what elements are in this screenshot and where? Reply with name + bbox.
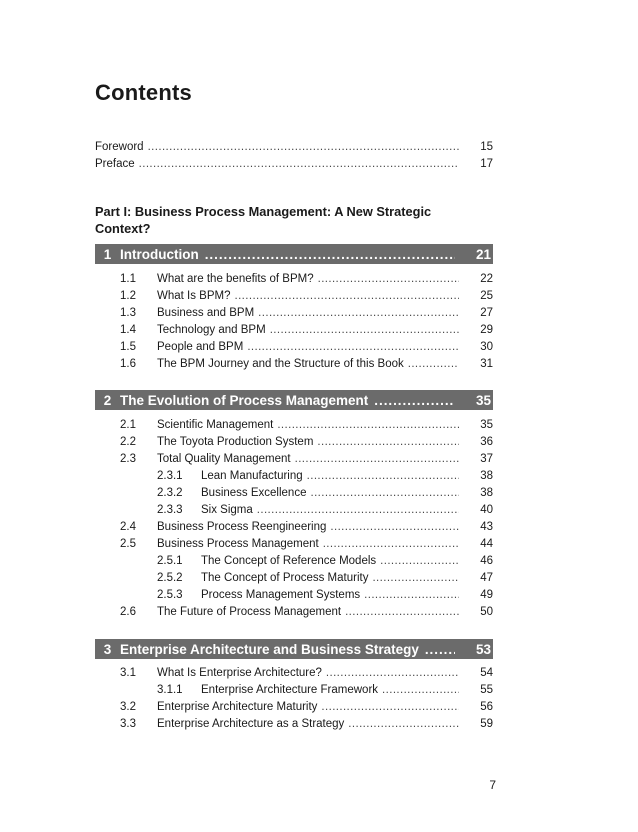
section-number: 1.4 [120, 324, 136, 336]
section-number: 1.5 [120, 341, 136, 353]
section-title: Business and BPM [157, 307, 255, 319]
section-page: 54 [480, 667, 493, 679]
toc-section[interactable] [95, 305, 493, 322]
toc-subsection[interactable] [95, 468, 493, 485]
toc-subsection[interactable] [95, 570, 493, 587]
toc-entry-page: 17 [480, 158, 493, 170]
chapter-number: 1 [103, 246, 112, 262]
section-title: Business Process Reengineering [157, 521, 327, 533]
toc-section[interactable] [95, 536, 493, 553]
section-page: 49 [480, 589, 493, 601]
chapter-page: 53 [475, 641, 491, 657]
section-title: Total Quality Management [157, 453, 291, 465]
section-page: 31 [480, 358, 493, 370]
page-number: 7 [489, 778, 496, 792]
section-title: Technology and BPM [157, 324, 266, 336]
section-page: 37 [480, 453, 493, 465]
toc-entry-label: Foreword [95, 141, 144, 153]
dot-leader [318, 271, 459, 288]
chapter-title: Introduction [120, 246, 199, 262]
toc-section[interactable] [95, 519, 493, 536]
dot-leader [310, 485, 459, 502]
section-number: 2.1 [120, 419, 136, 431]
section-number: 2.3.1 [157, 470, 183, 482]
toc-subsection[interactable] [95, 682, 493, 699]
section-title: Six Sigma [201, 504, 253, 516]
section-number: 1.3 [120, 307, 136, 319]
toc-section[interactable] [95, 417, 493, 434]
dot-leader [258, 305, 459, 322]
chapter-title: Enterprise Architecture and Business Strategy [120, 641, 419, 657]
section-number: 2.5.3 [157, 589, 183, 601]
section-title: Business Process Management [157, 538, 319, 550]
section-page: 30 [480, 341, 493, 353]
section-page: 40 [480, 504, 493, 516]
section-number: 3.1 [120, 667, 136, 679]
dot-leader [247, 339, 459, 356]
section-page: 43 [480, 521, 493, 533]
section-number: 2.4 [120, 521, 136, 533]
section-page: 25 [480, 290, 493, 302]
section-number: 2.2 [120, 436, 136, 448]
chapter-1-sections [95, 271, 493, 373]
dot-leader [270, 322, 459, 339]
toc-entry-label: Preface [95, 158, 135, 170]
toc-subsection[interactable] [95, 587, 493, 604]
front-matter-list [95, 139, 493, 173]
section-number: 2.3 [120, 453, 136, 465]
section-page: 22 [480, 273, 493, 285]
dot-leader [348, 716, 459, 733]
toc-entry-foreword[interactable] [95, 139, 493, 156]
dot-leader [345, 604, 459, 621]
toc-section[interactable] [95, 271, 493, 288]
toc-section[interactable] [95, 339, 493, 356]
toc-section[interactable] [95, 665, 493, 682]
dot-leader [408, 356, 459, 373]
toc-entry-preface[interactable] [95, 156, 493, 173]
dot-leader [257, 502, 459, 519]
toc-section[interactable] [95, 699, 493, 716]
section-page: 35 [480, 419, 493, 431]
dot-leader [326, 665, 459, 682]
section-page: 36 [480, 436, 493, 448]
toc-entry-page: 15 [480, 141, 493, 153]
toc-section[interactable] [95, 356, 493, 373]
chapter-title: The Evolution of Process Management [120, 392, 369, 408]
page-title: Contents [95, 80, 192, 105]
chapter-number: 2 [103, 392, 112, 408]
section-title: Enterprise Architecture Maturity [157, 701, 318, 713]
chapter-heading-3[interactable] [95, 639, 493, 659]
section-page: 29 [480, 324, 493, 336]
section-number: 1.2 [120, 290, 136, 302]
section-page: 50 [480, 606, 493, 618]
section-number: 1.1 [120, 273, 136, 285]
section-page: 27 [480, 307, 493, 319]
chapter-2-sections [95, 417, 493, 621]
section-title: The Concept of Process Maturity [201, 572, 369, 584]
section-title: Enterprise Architecture as a Strategy [157, 718, 345, 730]
dot-leader [317, 434, 459, 451]
section-title: Lean Manufacturing [201, 470, 303, 482]
section-number: 3.1.1 [157, 684, 183, 696]
section-title: Enterprise Architecture Framework [201, 684, 379, 696]
section-title: What Is BPM? [157, 290, 231, 302]
dot-leader [307, 468, 459, 485]
section-number: 2.5.1 [157, 555, 183, 567]
section-title: What Is Enterprise Architecture? [157, 667, 322, 679]
section-number: 2.5.2 [157, 572, 183, 584]
chapter-heading-1[interactable] [95, 244, 493, 264]
section-title: The Concept of Reference Models [201, 555, 377, 567]
section-page: 56 [480, 701, 493, 713]
toc-section[interactable] [95, 322, 493, 339]
toc-section[interactable] [95, 288, 493, 305]
toc-subsection[interactable] [95, 502, 493, 519]
section-number: 3.3 [120, 718, 136, 730]
part-heading: Part I: Business Process Management: A New Strategic Context? [95, 204, 432, 236]
section-number: 2.5 [120, 538, 136, 550]
section-number: 2.3.3 [157, 504, 183, 516]
section-number: 2.6 [120, 606, 136, 618]
dot-leader [374, 393, 455, 408]
section-page: 46 [480, 555, 493, 567]
dot-leader [372, 570, 459, 587]
dot-leader [425, 642, 455, 657]
section-title: The Future of Process Management [157, 606, 342, 618]
section-title: What are the benefits of BPM? [157, 273, 314, 285]
dot-leader [330, 519, 459, 536]
section-page: 59 [480, 718, 493, 730]
toc-section[interactable] [95, 716, 493, 733]
toc-section[interactable] [95, 434, 493, 451]
section-number: 2.3.2 [157, 487, 183, 499]
dot-leader [321, 699, 459, 716]
chapter-number: 3 [103, 641, 112, 657]
dot-leader [323, 536, 459, 553]
chapter-page: 21 [475, 246, 491, 262]
chapter-heading-2[interactable] [95, 390, 493, 410]
section-title: Business Excellence [201, 487, 307, 499]
dot-leader [148, 139, 459, 156]
section-page: 55 [480, 684, 493, 696]
section-title: Scientific Management [157, 419, 274, 431]
dot-leader [364, 587, 459, 604]
toc-section[interactable] [95, 604, 493, 621]
chapter-3-sections [95, 665, 493, 733]
toc-subsection[interactable] [95, 553, 493, 570]
section-title: The Toyota Production System [157, 436, 314, 448]
section-page: 38 [480, 487, 493, 499]
dot-leader [139, 156, 459, 173]
dot-leader [380, 553, 459, 570]
section-page: 44 [480, 538, 493, 550]
section-number: 1.6 [120, 358, 136, 370]
section-number: 3.2 [120, 701, 136, 713]
dot-leader [205, 247, 455, 262]
toc-section[interactable] [95, 451, 493, 468]
section-title: The BPM Journey and the Structure of this Book [157, 358, 404, 370]
dot-leader [382, 682, 459, 699]
dot-leader [235, 288, 460, 305]
dot-leader [295, 451, 459, 468]
section-title: Process Management Systems [201, 589, 361, 601]
chapter-page: 35 [475, 392, 491, 408]
dot-leader [277, 417, 459, 434]
toc-subsection[interactable] [95, 485, 493, 502]
section-page: 38 [480, 470, 493, 482]
section-page: 47 [480, 572, 493, 584]
section-title: People and BPM [157, 341, 244, 353]
